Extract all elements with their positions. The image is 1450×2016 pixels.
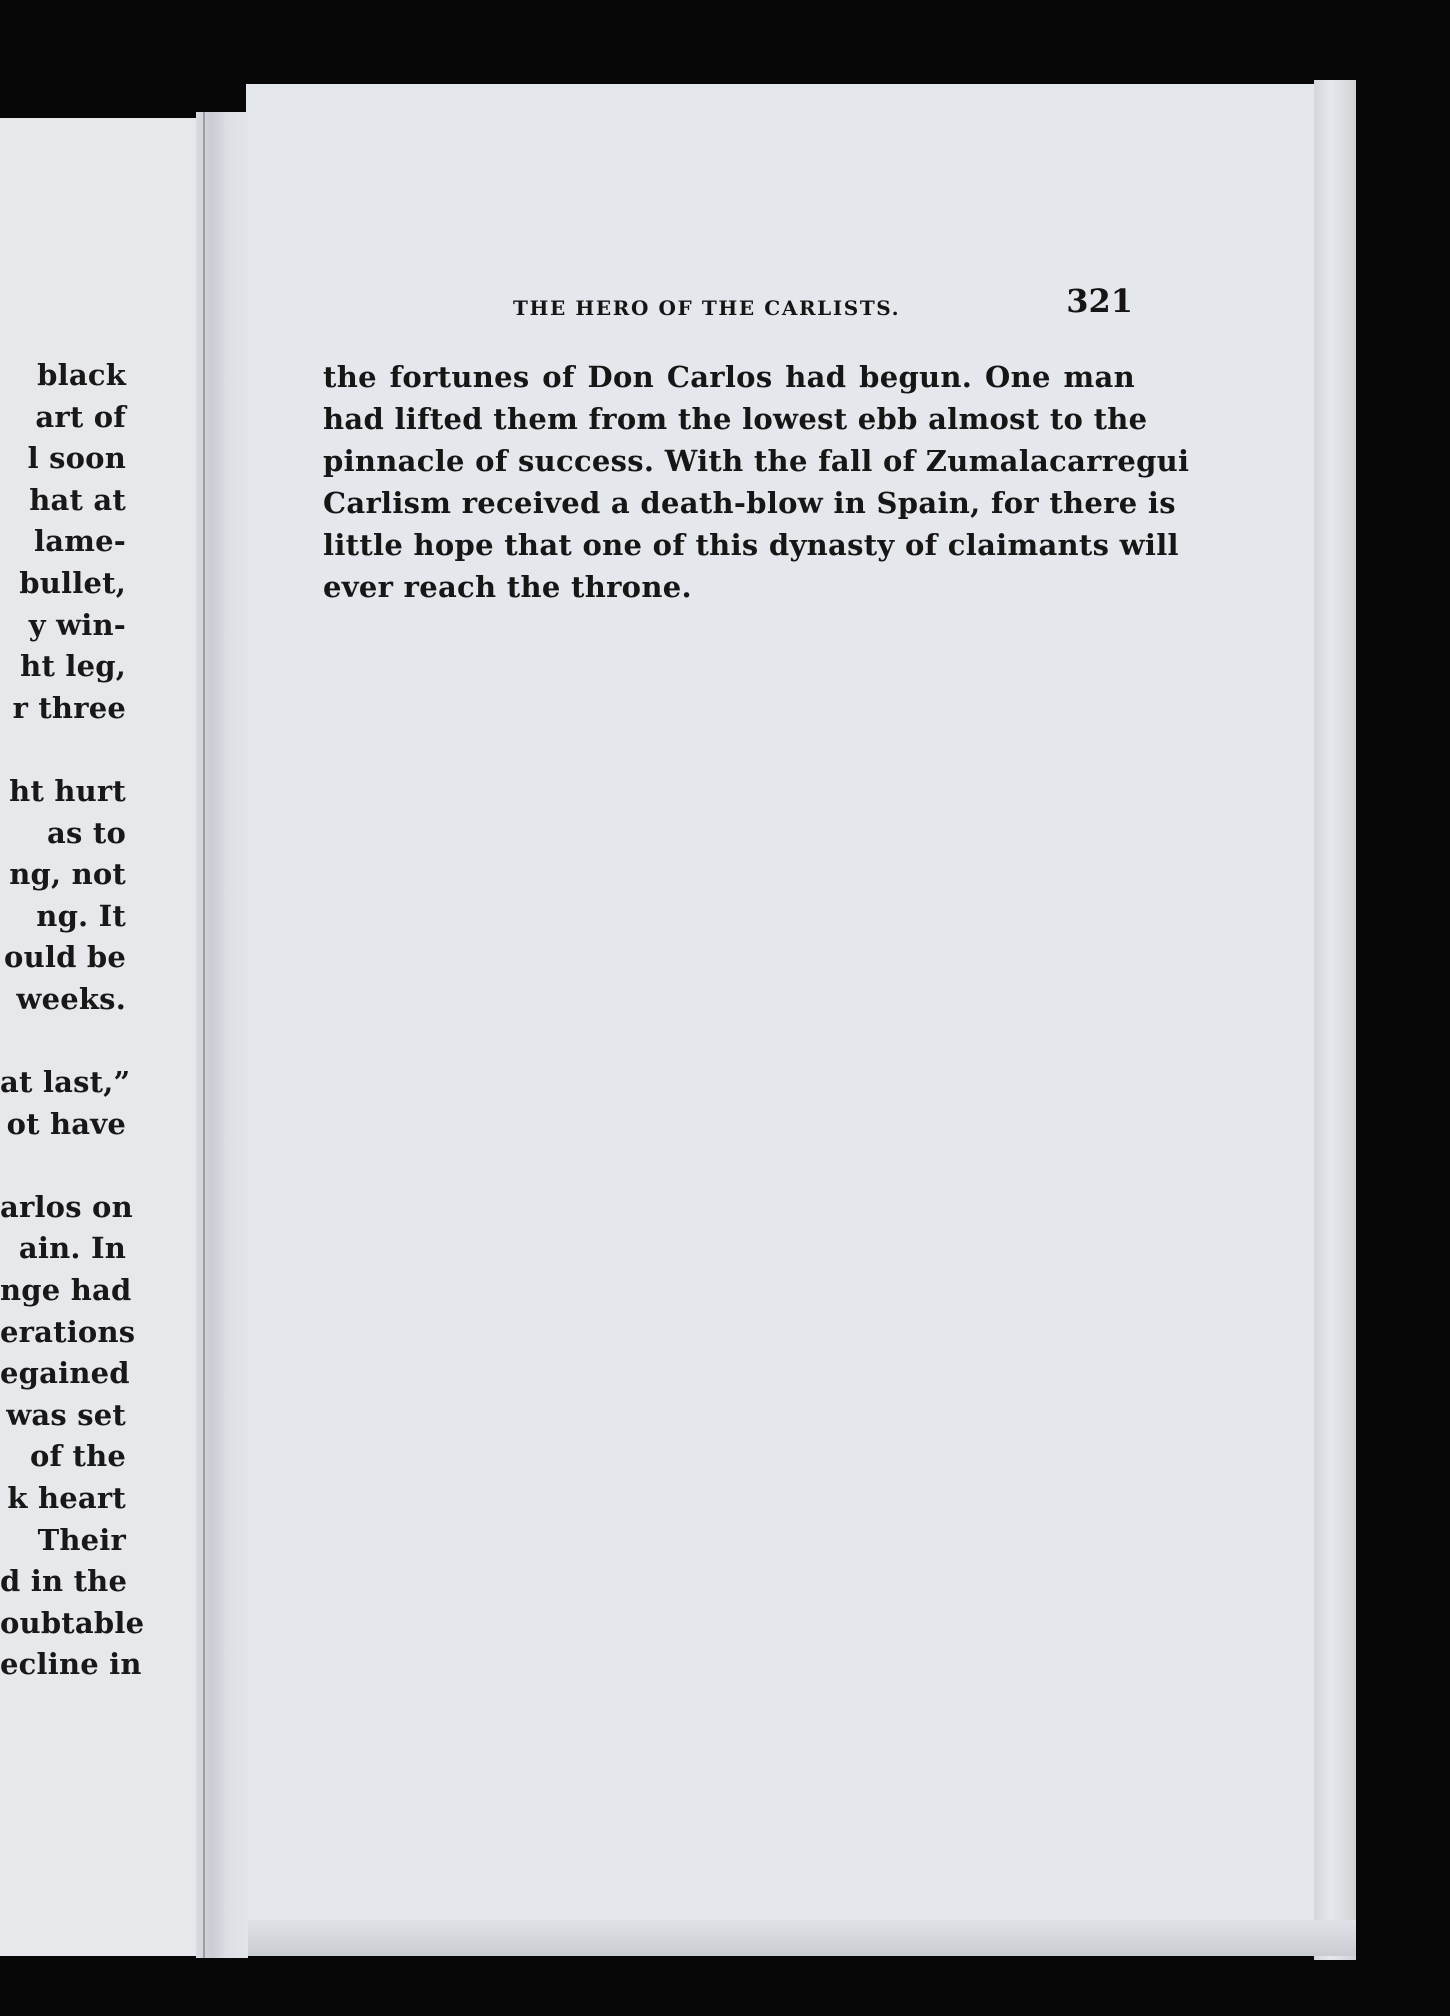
left-line: arlos on bbox=[0, 1189, 133, 1224]
page-bottom-edge bbox=[246, 1920, 1356, 1956]
left-line: nge had bbox=[0, 1273, 132, 1308]
page-number: 321 bbox=[1066, 282, 1133, 320]
left-line: l soon bbox=[27, 441, 126, 476]
left-line: ould be bbox=[4, 940, 126, 975]
gutter-fold bbox=[203, 112, 205, 1958]
left-line: ht hurt bbox=[9, 773, 126, 808]
left-line: Their bbox=[37, 1522, 126, 1557]
left-line: r three bbox=[12, 690, 126, 725]
left-line: ng, not bbox=[9, 857, 126, 892]
page-header bbox=[323, 282, 1133, 326]
left-line-blank bbox=[0, 729, 126, 771]
left-line: black bbox=[37, 358, 126, 392]
left-line: egained bbox=[0, 1356, 130, 1391]
left-line: as to bbox=[47, 815, 126, 850]
left-line-blank bbox=[0, 1021, 126, 1063]
left-line: bullet, bbox=[19, 565, 126, 600]
left-line: art of bbox=[35, 399, 126, 434]
left-line: ecline in bbox=[0, 1647, 142, 1682]
left-line: d in the bbox=[0, 1564, 128, 1599]
left-line: weeks. bbox=[16, 981, 126, 1016]
left-line: ain. In bbox=[18, 1231, 126, 1266]
left-line: hat at bbox=[29, 482, 126, 517]
text-line: Carlism received a death-blow in Spain, for there is bbox=[323, 486, 1176, 520]
left-line: k heart bbox=[7, 1481, 126, 1516]
left-line: ng. It bbox=[36, 898, 126, 933]
left-line: oubtable bbox=[0, 1605, 145, 1640]
text-line: the fortunes of Don Carlos had begun. One man bbox=[323, 360, 1135, 394]
text-line: ever reach the throne. bbox=[323, 570, 692, 604]
left-line: of the bbox=[29, 1439, 126, 1474]
left-line: lame- bbox=[34, 524, 126, 559]
left-line: at last,” bbox=[0, 1065, 131, 1100]
running-head: THE HERO OF THE CARLISTS. bbox=[513, 296, 901, 320]
left-line: erations bbox=[0, 1314, 136, 1349]
left-line-blank bbox=[0, 1145, 126, 1187]
text-line: had lifted them from the lowest ebb almost to the bbox=[323, 402, 1148, 436]
page-edge bbox=[1314, 80, 1356, 1960]
left-line: y win- bbox=[28, 607, 126, 642]
left-line: ot have bbox=[6, 1106, 126, 1141]
body-text bbox=[323, 356, 1190, 608]
left-page-text bbox=[0, 355, 145, 1686]
left-line: was set bbox=[6, 1397, 126, 1432]
text-line: little hope that one of this dynasty of claimants will bbox=[323, 528, 1179, 562]
text-line: pinnacle of success. With the fall of Zumalacarregui bbox=[323, 444, 1190, 478]
left-line: ht leg, bbox=[20, 649, 126, 684]
